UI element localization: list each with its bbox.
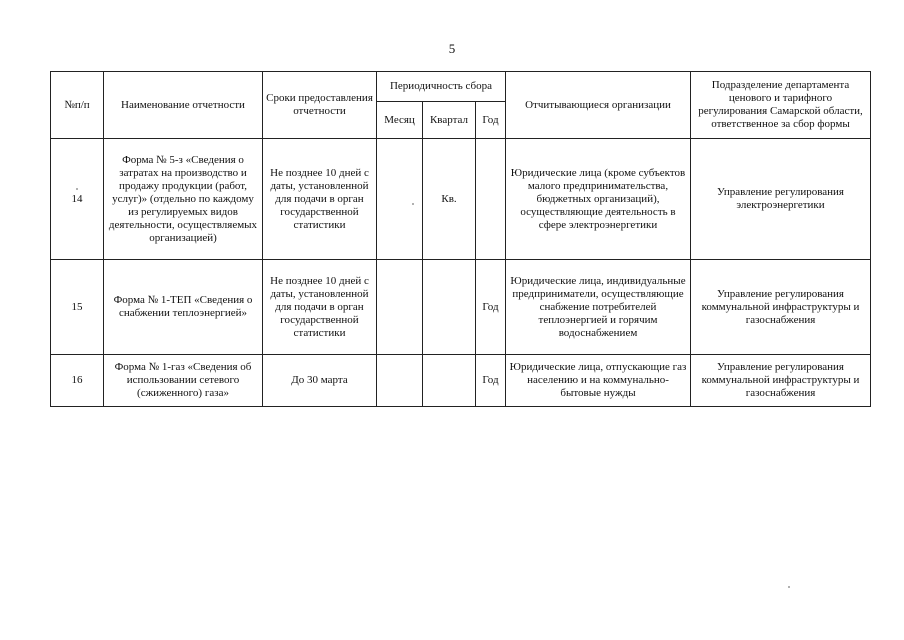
table-row [51, 355, 871, 407]
row-year: Год [476, 355, 506, 407]
row-num: 16 [51, 355, 104, 407]
header-quarter: Квартал [423, 102, 476, 139]
row-quarter [423, 355, 476, 407]
row-month [377, 139, 423, 260]
row-deadline: Не позднее 10 дней с даты, установленной для подачи в орган государственной статистики [263, 139, 377, 260]
row-department: Управление регулирования коммунальной инфраструктуры и газоснабжения [691, 260, 871, 355]
row-num: 15 [51, 260, 104, 355]
row-deadline: До 30 марта [263, 355, 377, 407]
page-number: 5 [448, 41, 456, 56]
row-department: Управление регулирования коммунальной инфраструктуры и газоснабжения [691, 355, 871, 407]
row-quarter: Кв. [423, 139, 476, 260]
table-header [51, 72, 871, 139]
row-form-name: Форма № 1-ТЕП «Сведения о снабжении теплоэнергией» [104, 260, 263, 355]
row-deadline: Не позднее 10 дней с даты, установленной для подачи в орган государственной статистики [263, 260, 377, 355]
row-department: Управление регулирования электроэнергетики [691, 139, 871, 260]
row-quarter [423, 260, 476, 355]
row-month [377, 260, 423, 355]
row-num: 14 [51, 139, 104, 260]
header-num: №п/п [51, 72, 104, 139]
row-form-name: Форма № 1-газ «Сведения об использовании сетевого (сжиженного) газа» [104, 355, 263, 407]
row-organizations: Юридические лица (кроме субъектов малого предпринимательства, бюджетных организаций), осуществляющие деятельность в сфере электроэнергетики [506, 139, 691, 260]
header-month: Месяц [377, 102, 423, 139]
row-year [476, 139, 506, 260]
row-organizations: Юридические лица, отпускающие газ населению и на коммунально-бытовые нужды [506, 355, 691, 407]
header-year: Год [476, 102, 506, 139]
table-row [51, 260, 871, 355]
row-month [377, 355, 423, 407]
header-organizations: Отчитывающиеся организации [506, 72, 691, 139]
scan-speck [412, 203, 414, 205]
row-organizations: Юридические лица, индивидуальные предприниматели, осуществляющие снабжение потребителей теплоэнергией и горячим водоснабжением [506, 260, 691, 355]
header-department: Подразделение департамента ценового и тарифного регулирования Самарской области, ответственное за сбор формы [691, 72, 871, 139]
reporting-forms-table [50, 71, 871, 407]
scan-speck [788, 586, 790, 588]
header-deadline: Сроки предоставления отчетности [263, 72, 377, 139]
table-row [51, 139, 871, 260]
header-periodicity: Периодичность сбора [377, 72, 506, 102]
row-form-name: Форма № 5-з «Сведения о затратах на производство и продажу продукции (работ, услуг)» (отдельно по каждому из регулируемых видов деятельности, осуществляемых организацией) [104, 139, 263, 260]
scan-speck [76, 188, 78, 190]
row-year: Год [476, 260, 506, 355]
header-name: Наименование отчетности [104, 72, 263, 139]
